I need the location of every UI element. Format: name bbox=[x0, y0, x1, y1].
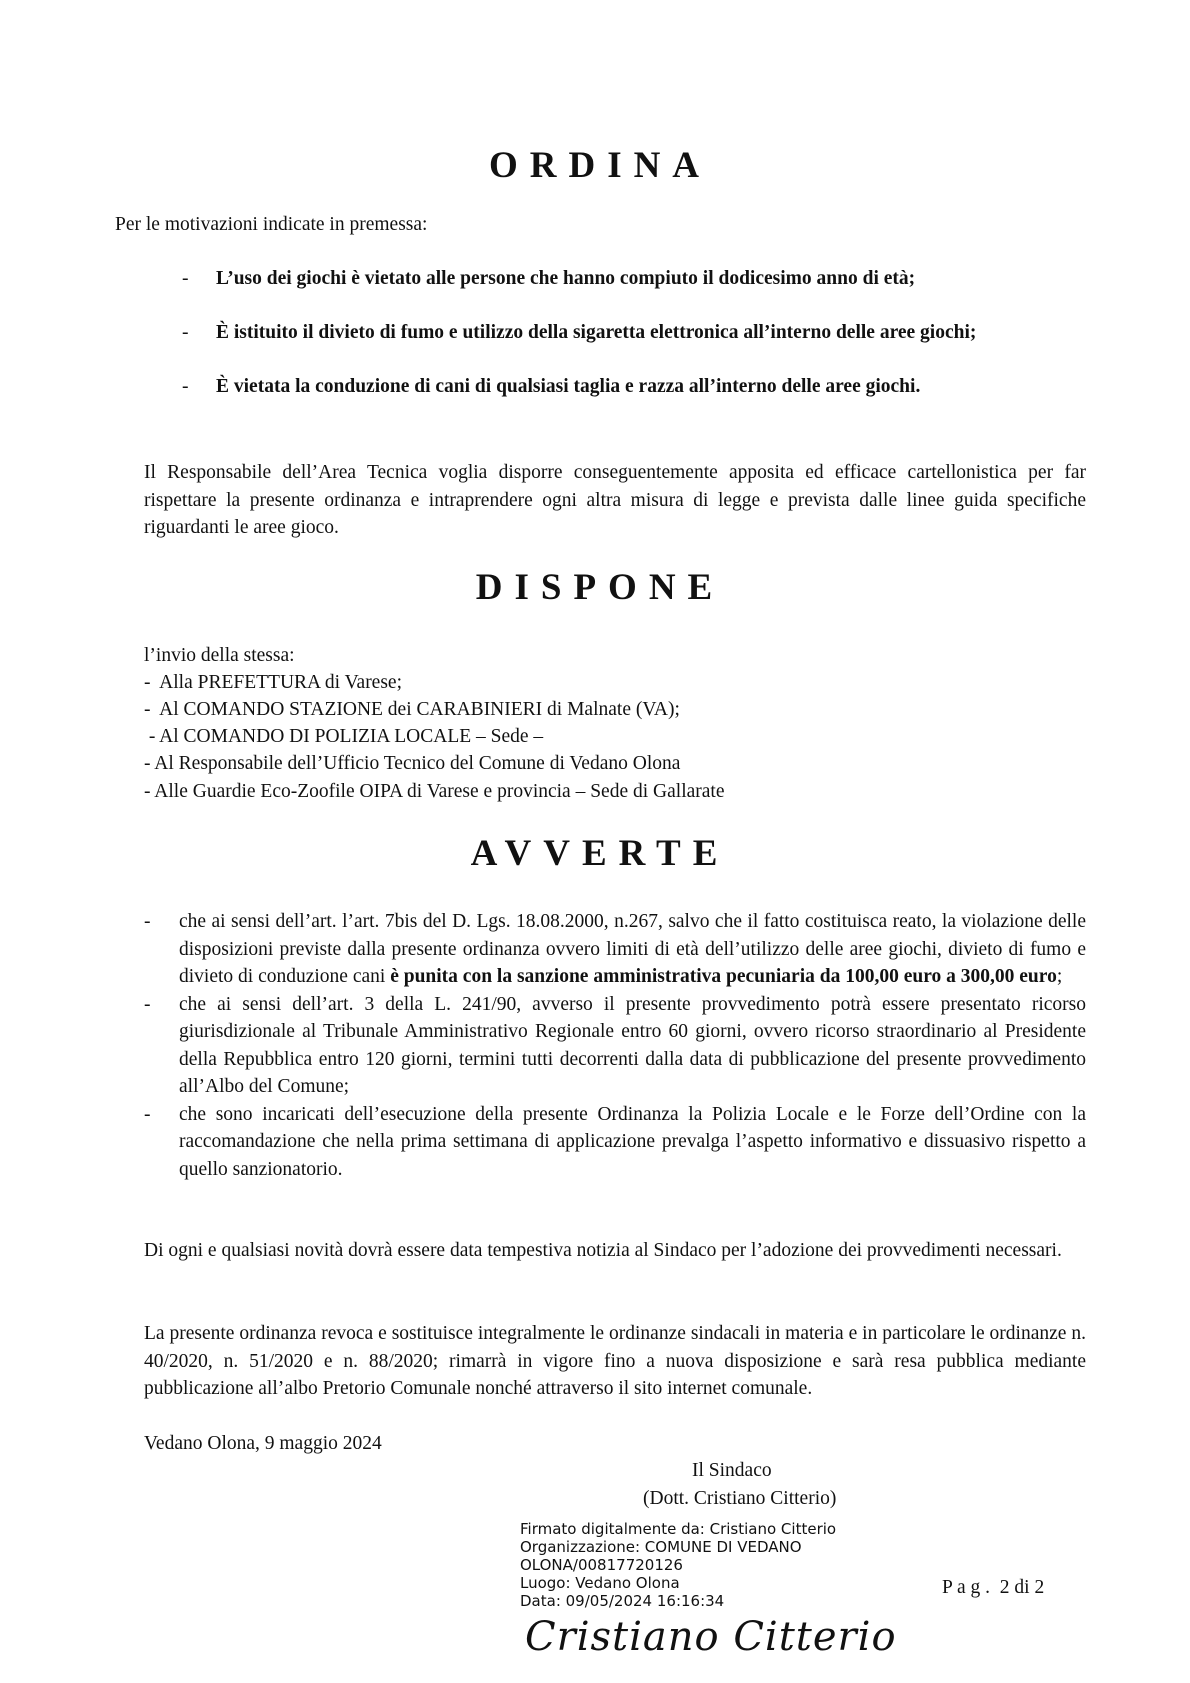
dispone-item: - Alle Guardie Eco-Zoofile OIPA di Varese e provincia – Sede di Gallarate bbox=[144, 781, 725, 802]
avverte-item-text: che ai sensi dell’art. 3 della L. 241/90, avverso il presente provvedimento potrà essere presentato ricorso giurisdizionale al Tribunale Amministrativo Regionale entro 60 giorni, ovvero ricorso straordinario al Presidente della Repubblica entro 120 giorni, termini tutti decorrenti dalla data di pubblicazione del presente provvedimento all’Albo del Comune; bbox=[179, 993, 1086, 1097]
dispone-heading: DISPONE bbox=[475, 567, 725, 608]
ordina-item: - È istituito il divieto di fumo e utilizzo della sigaretta elettronica all’interno delle aree giochi; bbox=[182, 322, 977, 343]
ordina-item: - È vietata la conduzione di cani di qualsiasi taglia e razza all’interno delle aree giochi. bbox=[182, 376, 921, 397]
avverte-item: - che ai sensi dell’art. 3 della L. 241/90, avverso il presente provvedimento potrà essere presentato ricorso giurisdizionale al Tribunale Amministrativo Regionale entro 60 giorni, ovvero ricorso straordinario al Presidente della Repubblica entro 120 giorni, termini tutti decorrenti dalla data di pubblicazione del presente provvedimento all’Albo del Comune; bbox=[144, 991, 1086, 1101]
signature-line: Firmato digitalmente da: Cristiano Citterio bbox=[520, 1520, 837, 1538]
avverte-item-text: che sono incaricati dell’esecuzione della presente Ordinanza la Polizia Locale e le Forze dell’Ordine con la raccomandazione che nella prima settimana di applicazione prevalga l’aspetto informativo e dissuasivo rispetto a quello sanzionatorio. bbox=[179, 1103, 1086, 1180]
signature-line: OLONA/00817720126 bbox=[520, 1556, 683, 1574]
signature-line: Data: 09/05/2024 16:16:34 bbox=[520, 1592, 725, 1610]
digital-signature-block bbox=[520, 1520, 836, 1610]
closing-paragraph-1: Di ogni e qualsiasi novità dovrà essere data tempestiva notizia al Sindaco per l’adozione dei provvedimenti necessari. bbox=[144, 1240, 1062, 1261]
signer-role: Il Sindaco bbox=[692, 1460, 772, 1481]
signature-line: Organizzazione: COMUNE DI VEDANO bbox=[520, 1538, 802, 1556]
avverte-item-end: ; bbox=[1056, 966, 1063, 987]
ordina-item-text: È istituito il divieto di fumo e utilizzo della sigaretta elettronica all’interno delle aree giochi; bbox=[216, 322, 977, 343]
avverte-item-text: che ai sensi dell’art. l’art. 7bis del D. Lgs. 18.08.2000, n.267, salvo che il fatto costituisca reato, la violazione delle disposizioni previste dalla presente ordinanza ovvero limiti di età dell’utilizzo delle aree giochi, divieto di fumo e divieto di conduzione cani bbox=[179, 911, 1086, 987]
avverte-item: - che ai sensi dell’art. l’art. 7bis del D. Lgs. 18.08.2000, n.267, salvo che il fatto costituisca reato, la violazione delle disposizioni previste dalla presente ordinanza ovvero limiti di età dell’utilizzo delle aree giochi, divieto di fumo e divieto di conduzione cani è punita con la sanzione amministrativa pecuniaria da 100,00 euro a 300,00 euro; bbox=[144, 911, 1086, 987]
ordina-intro: Per le motivazioni indicate in premessa: bbox=[115, 214, 428, 235]
place-date: Vedano Olona, 9 maggio 2024 bbox=[144, 1433, 382, 1454]
ordina-item-text: È vietata la conduzione di cani di qualsiasi taglia e razza all’interno delle aree giochi. bbox=[216, 376, 921, 397]
closing-paragraph-2: La presente ordinanza revoca e sostituisce integralmente le ordinanze sindacali in materia e in particolare le ordinanze n. 40/2020, n. 51/2020 e n. 88/2020; rimarrà in vigore fino a nuova disposizione e sarà resa pubblica mediante pubblicazione all’albo Pretorio Comunale nonché attraverso il sito internet comunale. bbox=[144, 1323, 1086, 1399]
ordina-heading: ORDINA bbox=[488, 145, 712, 186]
dispone-item: - Al Responsabile dell’Ufficio Tecnico del Comune di Vedano Olona bbox=[144, 753, 681, 774]
dispone-intro: l’invio della stessa: bbox=[144, 645, 295, 666]
page-number: P a g . 2 di 2 bbox=[942, 1577, 1045, 1598]
avverte-heading: AVVERTE bbox=[470, 833, 730, 874]
avverte-list bbox=[144, 908, 1086, 1183]
dispone-item: - Alla PREFETTURA di Varese; bbox=[144, 672, 403, 693]
ordina-item: - L’uso dei giochi è vietato alle persone che hanno compiuto il dodicesimo anno di età; bbox=[182, 268, 916, 289]
signature-line: Luogo: Vedano Olona bbox=[520, 1574, 680, 1592]
handwritten-signature: Cristiano Citterio bbox=[525, 1614, 897, 1660]
avverte-item: - che sono incaricati dell’esecuzione della presente Ordinanza la Polizia Locale e le Forze dell’Ordine con la raccomandazione che nella prima settimana di applicazione prevalga l’aspetto informativo e dissuasivo rispetto a quello sanzionatorio. bbox=[144, 1101, 1086, 1184]
ordina-list bbox=[182, 265, 1092, 465]
ordina-item-text: L’uso dei giochi è vietato alle persone che hanno compiuto il dodicesimo anno di età; bbox=[216, 268, 916, 289]
ordina-paragraph: Il Responsabile dell’Area Tecnica voglia disporre conseguentemente apposita ed efficace cartellonistica per far rispettare la presente ordinanza e intraprendere ogni altra misura di legge e prevista dalle linee guida specifiche riguardanti le aree gioco. bbox=[144, 462, 1086, 538]
dispone-item: - Al COMANDO DI POLIZIA LOCALE – Sede – bbox=[144, 726, 544, 747]
signer-name: (Dott. Cristiano Citterio) bbox=[643, 1488, 837, 1509]
dispone-item: - Al COMANDO STAZIONE dei CARABINIERI di Malnate (VA); bbox=[144, 699, 680, 720]
avverte-item-bold: è punita con la sanzione amministrativa pecuniaria da 100,00 euro a 300,00 euro bbox=[390, 966, 1057, 987]
